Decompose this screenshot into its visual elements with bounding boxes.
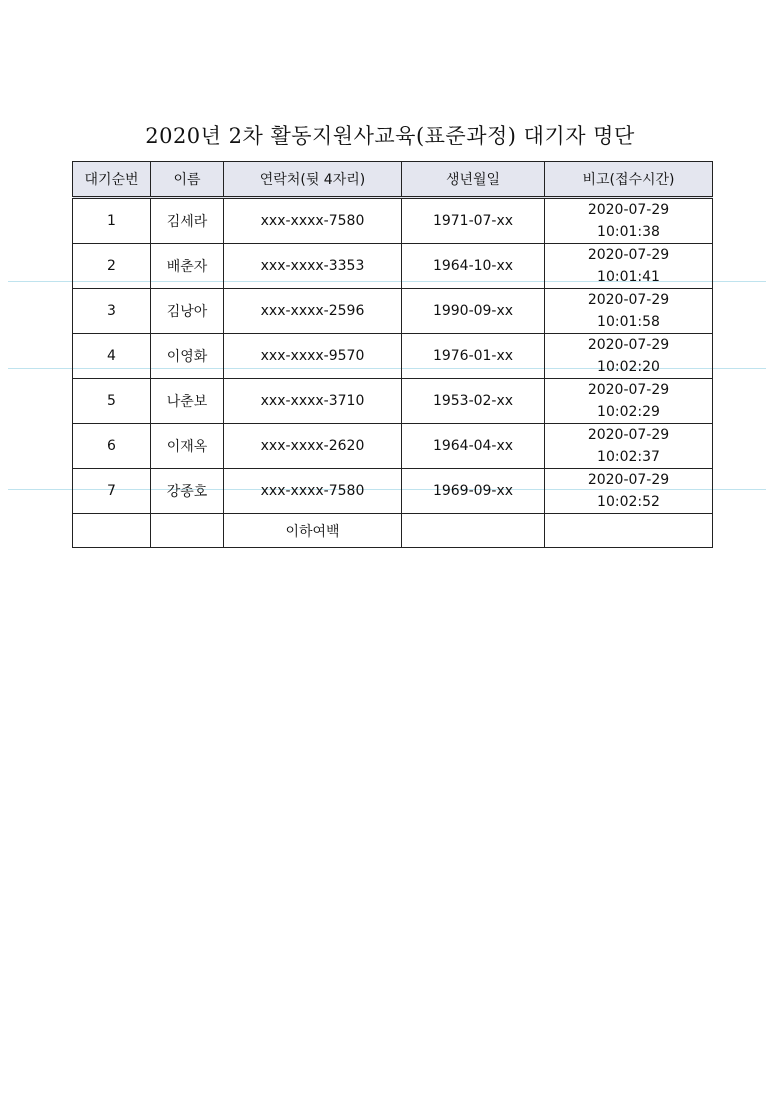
- end-note-cell: 이하여백: [224, 514, 402, 548]
- header-birthdate: 생년월일: [402, 162, 545, 198]
- order-cell: 7: [73, 469, 151, 514]
- table-row: [73, 198, 713, 244]
- received-date: 2020-07-29: [587, 202, 670, 218]
- phone-cell: xxx-xxxx-7580: [224, 469, 402, 514]
- header-order: 대기순번: [73, 162, 151, 198]
- received-time: 10:02:37: [597, 449, 660, 465]
- received-time: 10:02:20: [597, 359, 660, 375]
- received-time: 10:02:29: [597, 404, 660, 420]
- birthdate-cell: 1969-09-xx: [402, 469, 545, 514]
- table-row: [73, 334, 713, 379]
- birthdate-cell: 1953-02-xx: [402, 379, 545, 424]
- phone-cell: xxx-xxxx-2596: [224, 289, 402, 334]
- empty-cell: [73, 514, 151, 548]
- phone-cell: xxx-xxxx-9570: [224, 334, 402, 379]
- waitlist-table: [72, 161, 713, 548]
- header-name: 이름: [151, 162, 224, 198]
- empty-cell: [402, 514, 545, 548]
- received-date: 2020-07-29: [587, 292, 670, 308]
- name-cell: 김낭아: [151, 289, 224, 334]
- order-cell: 5: [73, 379, 151, 424]
- phone-cell: xxx-xxxx-2620: [224, 424, 402, 469]
- order-cell: 1: [73, 198, 151, 244]
- received-time-cell: [545, 244, 713, 289]
- name-cell: 이영화: [151, 334, 224, 379]
- birthdate-cell: 1990-09-xx: [402, 289, 545, 334]
- order-cell: 6: [73, 424, 151, 469]
- phone-cell: xxx-xxxx-7580: [224, 198, 402, 244]
- received-time-cell: [545, 198, 713, 244]
- received-time-cell: [545, 469, 713, 514]
- document-title: 2020년 2차 활동지원사교육(표준과정) 대기자 명단: [145, 124, 635, 148]
- name-cell: 이재옥: [151, 424, 224, 469]
- received-time-cell: [545, 289, 713, 334]
- order-cell: 4: [73, 334, 151, 379]
- received-time: 10:02:52: [597, 494, 660, 510]
- birthdate-cell: 1964-10-xx: [402, 244, 545, 289]
- table-row: [73, 424, 713, 469]
- received-date: 2020-07-29: [587, 337, 670, 353]
- name-cell: 배춘자: [151, 244, 224, 289]
- name-cell: 나춘보: [151, 379, 224, 424]
- received-date: 2020-07-29: [587, 472, 670, 488]
- received-time: 10:01:38: [597, 224, 660, 240]
- empty-cell: [545, 514, 713, 548]
- order-cell: 3: [73, 289, 151, 334]
- table-row: [73, 469, 713, 514]
- empty-cell: [151, 514, 224, 548]
- phone-cell: xxx-xxxx-3710: [224, 379, 402, 424]
- header-row: [73, 162, 713, 198]
- phone-cell: xxx-xxxx-3353: [224, 244, 402, 289]
- birthdate-cell: 1971-07-xx: [402, 198, 545, 244]
- received-time-cell: [545, 424, 713, 469]
- received-time: 10:01:41: [597, 269, 660, 285]
- header-phone: 연락처(뒷 4자리): [224, 162, 402, 198]
- received-date: 2020-07-29: [587, 247, 670, 263]
- received-time: 10:01:58: [597, 314, 660, 330]
- table-row: [73, 289, 713, 334]
- birthdate-cell: 1964-04-xx: [402, 424, 545, 469]
- table-row: [73, 244, 713, 289]
- birthdate-cell: 1976-01-xx: [402, 334, 545, 379]
- received-time-cell: [545, 379, 713, 424]
- header-note: 비고(접수시간): [545, 162, 713, 198]
- order-cell: 2: [73, 244, 151, 289]
- received-time-cell: [545, 334, 713, 379]
- table-row: [73, 379, 713, 424]
- name-cell: 김세라: [151, 198, 224, 244]
- name-cell: 강종호: [151, 469, 224, 514]
- received-date: 2020-07-29: [587, 427, 670, 443]
- end-note-row: [73, 514, 713, 548]
- received-date: 2020-07-29: [587, 382, 670, 398]
